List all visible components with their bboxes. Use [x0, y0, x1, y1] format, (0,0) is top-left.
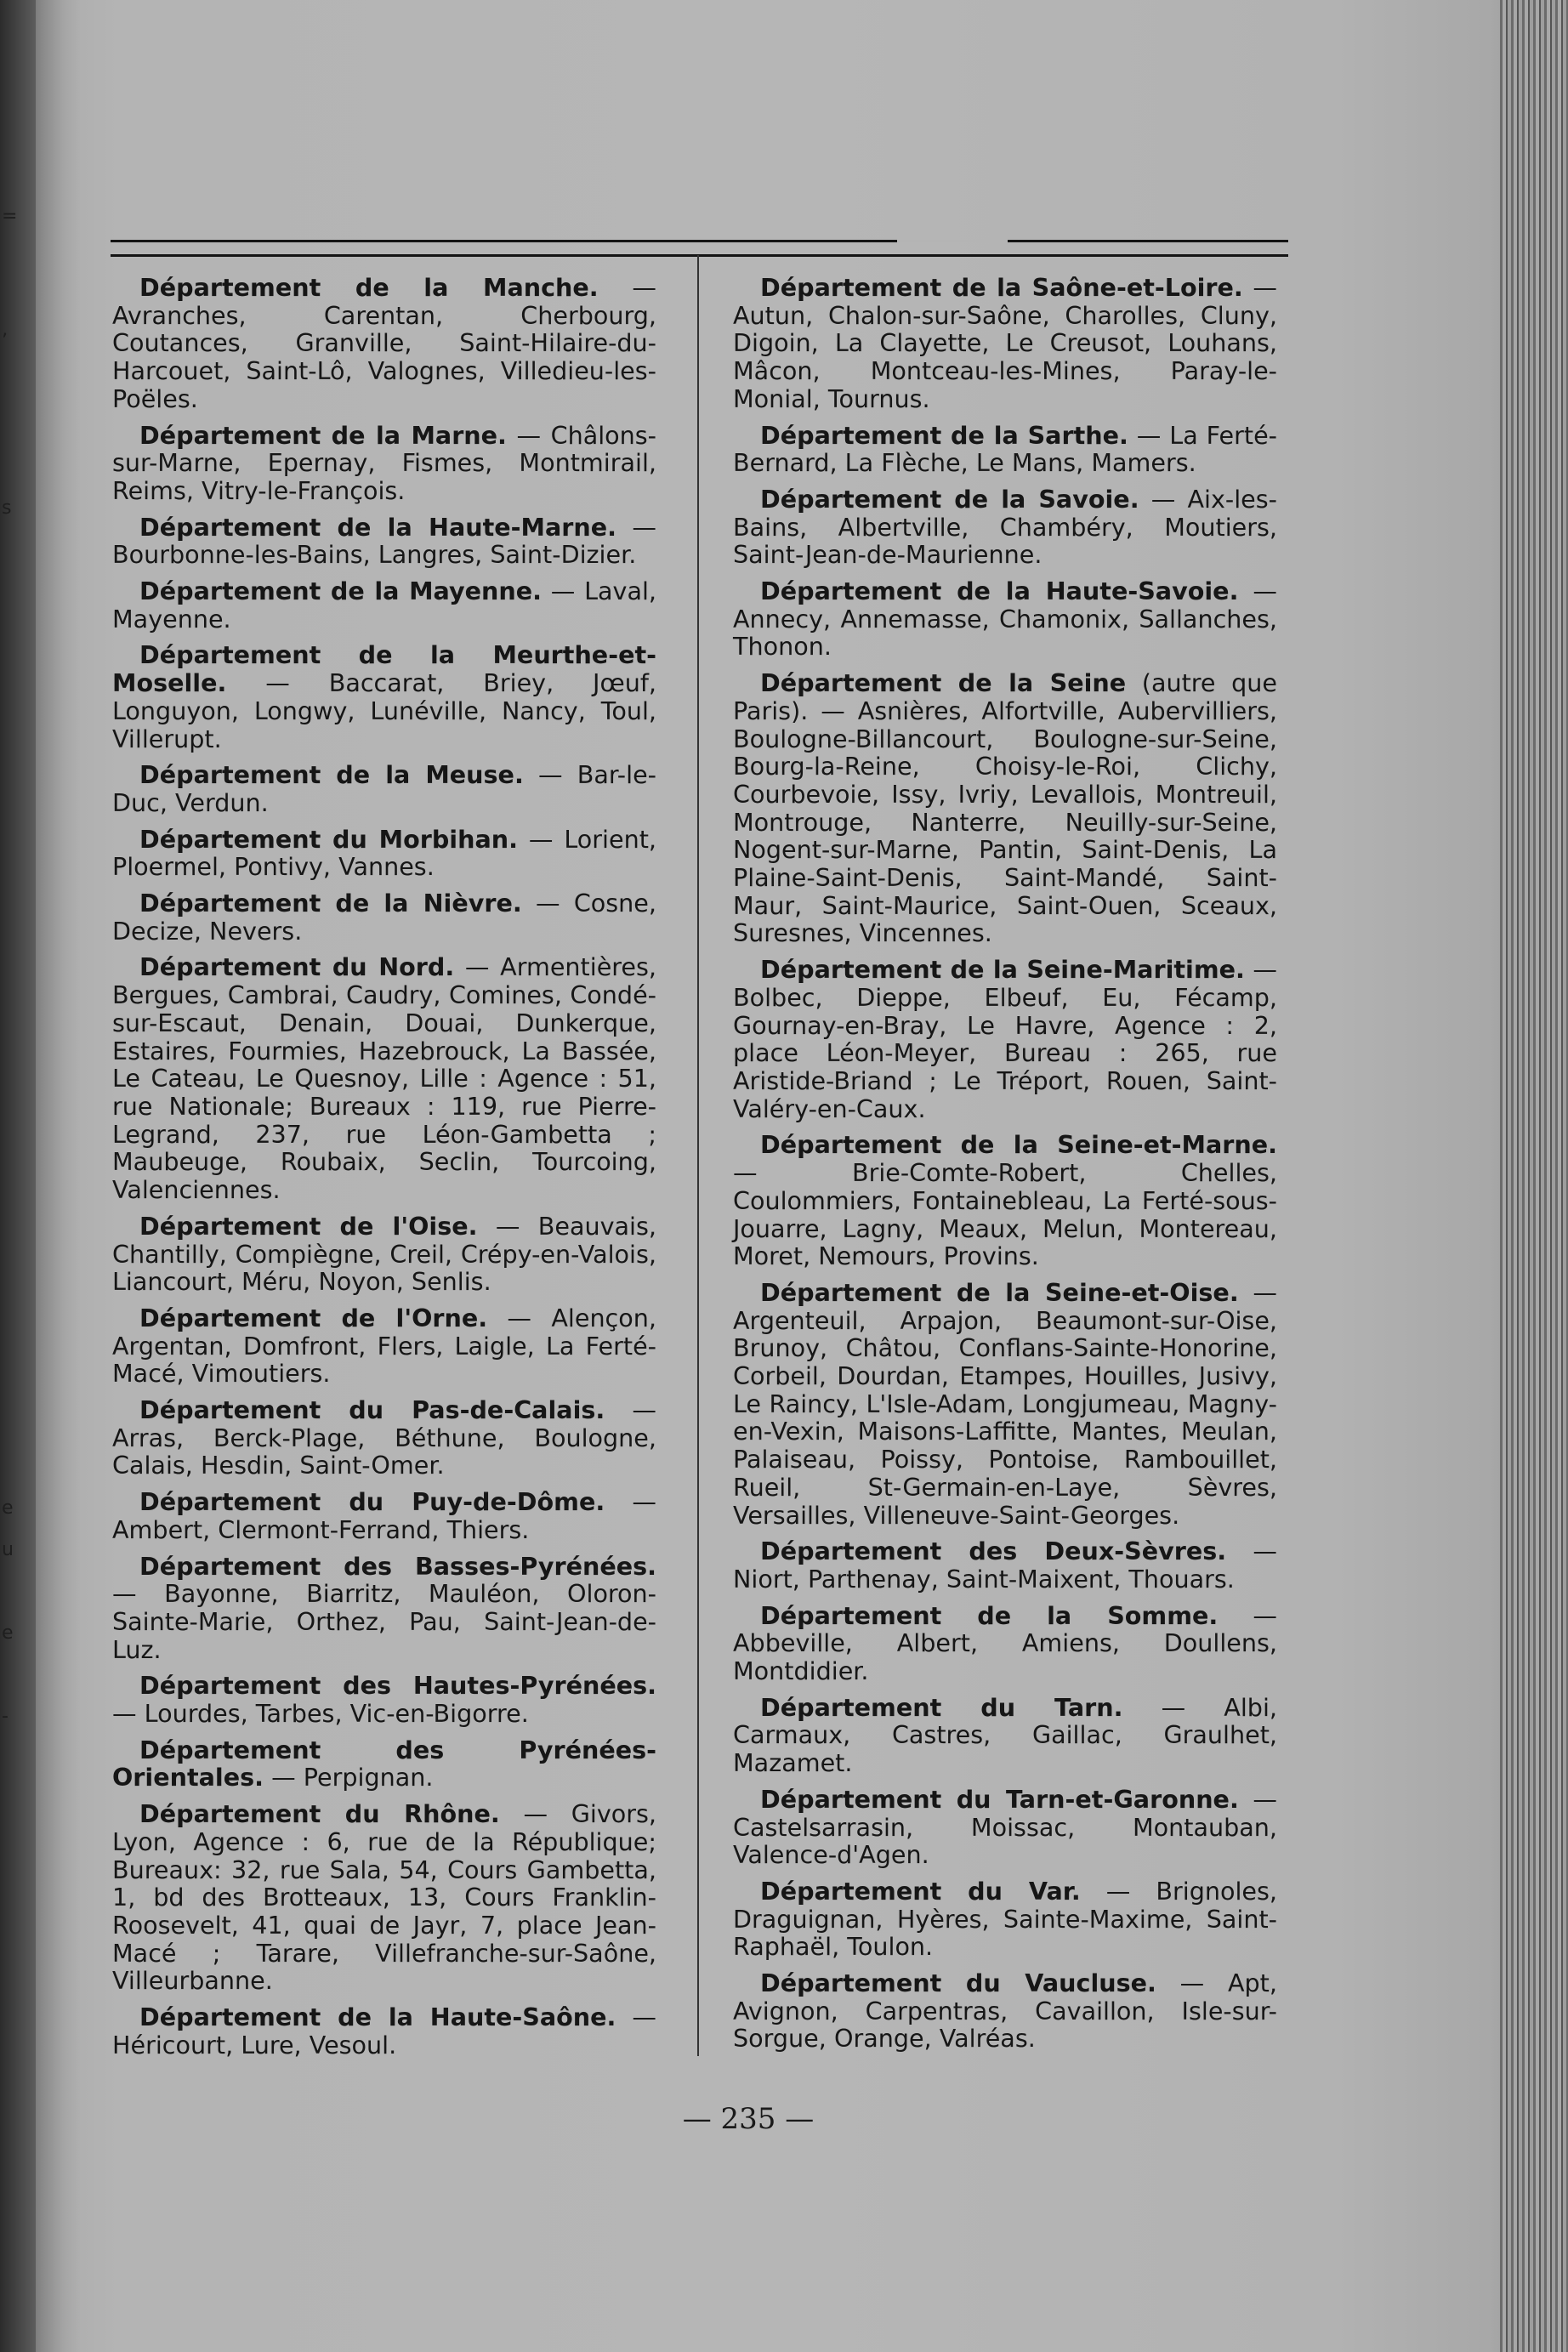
- department-entry: [733, 1878, 1277, 1961]
- department-name: Département de la Manche.: [139, 273, 599, 302]
- department-towns: — Bayonne, Biarritz, Mauléon, Oloron-Sainte-Marie, Orthez, Pau, Saint-Jean-de-Luz.: [112, 1579, 656, 1664]
- previous-page-fragment: [2, 987, 17, 1029]
- department-name: Département de la Saône-et-Loire.: [760, 273, 1243, 302]
- department-name: Département du Rhône.: [139, 1799, 500, 1829]
- previous-page-fragment: [2, 1946, 17, 1987]
- column-divider-rule: [697, 255, 699, 2056]
- department-towns: — Cosne, Decize, Nevers.: [112, 889, 656, 946]
- department-entry: [733, 577, 1277, 661]
- department-entry: [112, 577, 656, 633]
- department-name: Département de la Seine-et-Marne.: [760, 1130, 1277, 1160]
- department-name: Département du Pas-de-Calais.: [139, 1395, 605, 1425]
- previous-page-fragment: [2, 1446, 17, 1487]
- department-name: Département de la Haute-Saône.: [139, 2003, 616, 2032]
- department-name: Département des Hautes-Pyrénées.: [139, 1671, 656, 1701]
- department-towns: — Perpignan.: [264, 1763, 434, 1792]
- department-entry: [112, 1213, 656, 1296]
- department-entry: [733, 1279, 1277, 1529]
- previous-page-edge: [0, 0, 36, 2352]
- department-towns: (autre que Paris). — Asnières, Alfortville, Aubervilliers, Boulogne-Billancourt, Boulogne-sur-Seine, Bourg-la-Reine, Choisy-le-Roi, Clichy, Courbevoie, Issy, Ivriy, Levallois, Montreuil, Montrouge, Nanterre, Neuilly-sur-Seine, Nogent-sur-Marne, Pantin, Saint-Denis, La Plaine-Saint-Denis, Saint-Mandé, Saint-Maur, Saint-Maurice, Saint-Ouen, Sceaux, Suresnes, Vincennes.: [733, 668, 1277, 948]
- previous-page-fragment: [2, 696, 17, 737]
- previous-page-fragment: [2, 862, 17, 904]
- left-column: [112, 274, 656, 2067]
- department-towns: — Aix-les-Bains, Albertville, Chambéry, Moutiers, Saint-Jean-de-Maurienne.: [733, 484, 1277, 570]
- previous-page-fragment: [2, 1321, 17, 1362]
- department-towns: — Annecy, Annemasse, Chamonix, Sallanches, Thonon.: [733, 577, 1278, 662]
- department-name: Département des Deux-Sèvres.: [760, 1537, 1227, 1566]
- previous-page-fragment: [2, 362, 17, 404]
- previous-page-fragment: [2, 1237, 17, 1279]
- department-towns: — Héricourt, Lure, Vesoul.: [112, 2003, 656, 2059]
- department-towns: — Abbeville, Albert, Amiens, Doullens, Montdidier.: [733, 1600, 1277, 1686]
- department-name: Département du Morbihan.: [139, 824, 518, 854]
- department-entry: [112, 1736, 656, 1792]
- header-rule-break: [897, 240, 1008, 242]
- previous-page-fragment: [2, 1904, 17, 1946]
- previous-page-fragment: [2, 1071, 17, 1112]
- department-name: Département de la Nièvre.: [139, 889, 522, 918]
- department-entry: [112, 2003, 656, 2059]
- previous-page-fragment: [2, 1279, 17, 1321]
- department-entry: [112, 1488, 656, 1543]
- department-towns: — Apt, Avignon, Carpentras, Cavaillon, Isle-sur-Sorgue, Orange, Valréas.: [733, 1969, 1277, 2054]
- previous-page-fragment: [2, 404, 17, 446]
- previous-page-text-fragments: [2, 196, 17, 2029]
- previous-page-fragment: [2, 821, 17, 862]
- previous-page-fragment: [2, 446, 17, 487]
- department-entry: [112, 826, 656, 881]
- department-towns: — Castelsarrasin, Moissac, Montauban, Valence-d'Agen.: [733, 1784, 1277, 1870]
- department-name: Département de l'Orne.: [139, 1303, 488, 1332]
- previous-page-fragment: [2, 1987, 17, 2029]
- department-name: Département des Pyrénées-Orientales.: [112, 1735, 656, 1792]
- department-towns: — Givors, Lyon, Agence : 6, rue de la République; Bureaux: 32, rue Sala, 54, Cours Gambetta, 1, bd des Brotteaux, 13, Cours Franklin-Roosevelt, 41, quai de Jayr, 7, place Jean-Macé ; Tarare, Villefranche-sur-Saône, Villeurbanne.: [112, 1799, 656, 1996]
- department-name: Département des Basses-Pyrénées.: [139, 1551, 656, 1581]
- page-stack-edges: [1500, 0, 1568, 2352]
- previous-page-fragment: -: [2, 1706, 9, 1727]
- previous-page-fragment: [2, 946, 17, 987]
- previous-page-fragment: [2, 1196, 17, 1237]
- department-towns: — Autun, Chalon-sur-Saône, Charolles, Cluny, Digoin, La Clayette, Le Creusot, Louhans, Mâcon, Montceau-les-Mines, Paray-le-Monial, Tournus.: [733, 273, 1277, 413]
- department-towns: — Armentières, Bergues, Cambrai, Caudry, Comines, Condé-sur-Escaut, Denain, Douai, Dunkerque, Estaires, Fourmies, Hazebrouck, La Bassée, Le Cateau, Le Quesnoy, Lille : Agence : 51, rue Nationale; Bureaux : 119, rue Pierre-Legrand, 237, rue Léon-Gambetta ; Maubeuge, Roubaix, Seclin, Tourcoing, Valenciennes.: [112, 952, 656, 1205]
- department-towns: — Beauvais, Chantilly, Compiègne, Creil, Crépy-en-Valois, Liancourt, Méru, Noyon, Senlis.: [112, 1211, 656, 1297]
- department-towns: — Lorient, Ploermel, Pontivy, Vannes.: [112, 824, 656, 882]
- previous-page-fragment: [2, 737, 17, 779]
- previous-page-fragment: [2, 1779, 17, 1821]
- department-entry: [733, 1131, 1277, 1270]
- previous-page-fragment: [2, 904, 17, 946]
- department-entry: [112, 274, 656, 413]
- department-name: Département du Nord.: [139, 952, 455, 982]
- department-entry: [733, 1537, 1277, 1593]
- department-name: Département de la Somme.: [760, 1600, 1219, 1630]
- previous-page-fragment: ’: [2, 331, 8, 352]
- previous-page-fragment: [2, 279, 17, 321]
- department-entry: [733, 422, 1277, 477]
- department-towns: — Arras, Berck-Plage, Béthune, Boulogne, Calais, Hesdin, Saint-Omer.: [112, 1395, 656, 1480]
- header-double-rule: [111, 240, 1288, 257]
- department-towns: — Argenteuil, Arpajon, Beaumont-sur-Oise, Brunoy, Châtou, Conflans-Sainte-Honorine, Corbeil, Dourdan, Etampes, Houilles, Jusivy, Le Raincy, L'Isle-Adam, Longjumeau, Magny-en-Vexin, Maisons-Laffitte, Mantes, Meulan, Palaiseau, Poissy, Pontoise, Rambouillet, Rueil, St-Germain-en-Laye, Sèvres, Versailles, Villeneuve-Saint-Georges.: [733, 1277, 1277, 1530]
- department-entry: [733, 1694, 1277, 1777]
- department-entry: [733, 274, 1277, 413]
- department-towns: — Bourbonne-les-Bains, Langres, Saint-Dizier.: [112, 512, 656, 570]
- previous-page-fragment: [2, 612, 17, 654]
- department-towns: — Ambert, Clermont-Ferrand, Thiers.: [112, 1487, 656, 1544]
- department-entry: [112, 953, 656, 1203]
- department-entry: [112, 889, 656, 945]
- department-name: Département de la Mayenne.: [139, 577, 542, 606]
- previous-page-fragment: [2, 529, 17, 571]
- department-entry: [112, 761, 656, 816]
- department-entry: [733, 1786, 1277, 1869]
- previous-page-fragment: e: [2, 1622, 14, 1644]
- department-name: Département du Var.: [760, 1876, 1081, 1906]
- previous-page-fragment: [2, 1154, 17, 1196]
- department-entry: [112, 1800, 656, 1995]
- previous-page-fragment: [2, 1654, 17, 1696]
- department-entry: [112, 514, 656, 569]
- department-name: Département de la Seine-et-Oise.: [760, 1277, 1239, 1307]
- previous-page-fragment: [2, 1362, 17, 1404]
- department-name: Département de la Meuse.: [139, 760, 524, 790]
- department-towns: — Lourdes, Tarbes, Vic-en-Bigorre.: [112, 1699, 529, 1729]
- department-entry: [112, 1672, 656, 1727]
- department-name: Département de la Meurthe-et-Moselle.: [112, 640, 656, 698]
- department-entry: [112, 422, 656, 505]
- department-towns: — Bolbec, Dieppe, Elbeuf, Eu, Fécamp, Gournay-en-Bray, Le Havre, Agence : 2, place Léon-Meyer, Bureau : 265, rue Aristide-Briand ; Le Tréport, Rouen, Saint-Valéry-en-Caux.: [733, 955, 1277, 1123]
- previous-page-fragment: [2, 1737, 17, 1779]
- department-towns: — Laval, Mayenne.: [112, 577, 657, 633]
- previous-page-fragment: e: [2, 1497, 14, 1519]
- page-number: — 235 —: [682, 2102, 815, 2136]
- department-name: Département de la Sarthe.: [760, 420, 1128, 450]
- department-entry: [112, 1553, 656, 1664]
- department-name: Département de la Seine: [760, 668, 1127, 698]
- department-name: Département de la Savoie.: [760, 484, 1139, 514]
- department-entry: [733, 1602, 1277, 1685]
- department-entry: [112, 641, 656, 753]
- department-name: Département de la Haute-Marne.: [139, 512, 616, 542]
- previous-page-fragment: [2, 1404, 17, 1446]
- previous-page-fragment: [2, 1821, 17, 1862]
- department-entry: [112, 1396, 656, 1480]
- department-name: Département du Tarn.: [760, 1692, 1123, 1722]
- previous-page-fragment: [2, 779, 17, 821]
- department-entry: [733, 956, 1277, 1122]
- department-name: Département du Tarn-et-Garonne.: [760, 1784, 1239, 1814]
- previous-page-fragment: [2, 1571, 17, 1612]
- department-name: Département de la Marne.: [139, 420, 507, 450]
- department-towns: — Baccarat, Briey, Jœuf, Longuyon, Longwy, Lunéville, Nancy, Toul, Villerupt.: [112, 668, 656, 753]
- previous-page-fragment: [2, 1862, 17, 1904]
- department-towns: — Niort, Parthenay, Saint-Maixent, Thouars.: [733, 1537, 1277, 1594]
- previous-page-fragment: [2, 237, 17, 279]
- department-towns: — Châlons-sur-Marne, Epernay, Fismes, Montmirail, Reims, Vitry-le-François.: [112, 420, 656, 505]
- previous-page-fragment: u: [2, 1539, 14, 1560]
- previous-page-fragment: [2, 1112, 17, 1154]
- department-name: Département de la Seine-Maritime.: [760, 955, 1245, 985]
- right-column: [733, 274, 1277, 2061]
- department-towns: — Bar-le-Duc, Verdun.: [112, 760, 656, 817]
- department-name: Département du Vaucluse.: [760, 1969, 1156, 1998]
- previous-page-fragment: =: [2, 206, 18, 227]
- department-towns: — Albi, Carmaux, Castres, Gaillac, Graulhet, Mazamet.: [733, 1692, 1277, 1778]
- department-entry: [112, 1304, 656, 1388]
- department-name: Département de l'Oise.: [139, 1211, 478, 1241]
- previous-page-fragment: [2, 654, 17, 696]
- department-towns: — Brignoles, Draguignan, Hyères, Sainte-Maxime, Saint-Raphaël, Toulon.: [733, 1876, 1277, 1962]
- department-entry: [733, 1969, 1277, 2053]
- previous-page-fragment: [2, 571, 17, 612]
- department-towns: — Alençon, Argentan, Domfront, Flers, Laigle, La Ferté-Macé, Vimoutiers.: [112, 1303, 656, 1389]
- department-towns: — Avranches, Carentan, Cherbourg, Coutances, Granville, Saint-Hilaire-du-Harcouet, Saint-Lô, Valognes, Villedieu-les-Poëles.: [112, 273, 656, 413]
- previous-page-fragment: s: [2, 497, 12, 519]
- department-towns: — Brie-Comte-Robert, Chelles, Coulommiers, Fontainebleau, La Ferté-sous-Jouarre, Lagny, Meaux, Melun, Montereau, Moret, Nemours, Provins.: [733, 1158, 1277, 1271]
- department-entry: [733, 486, 1277, 569]
- department-name: Département du Puy-de-Dôme.: [139, 1487, 605, 1517]
- department-name: Département de la Haute-Savoie.: [760, 577, 1239, 606]
- department-entry: [733, 669, 1277, 947]
- department-towns: — La Ferté-Bernard, La Flèche, Le Mans, Mamers.: [733, 420, 1277, 478]
- previous-page-fragment: [2, 1029, 17, 1071]
